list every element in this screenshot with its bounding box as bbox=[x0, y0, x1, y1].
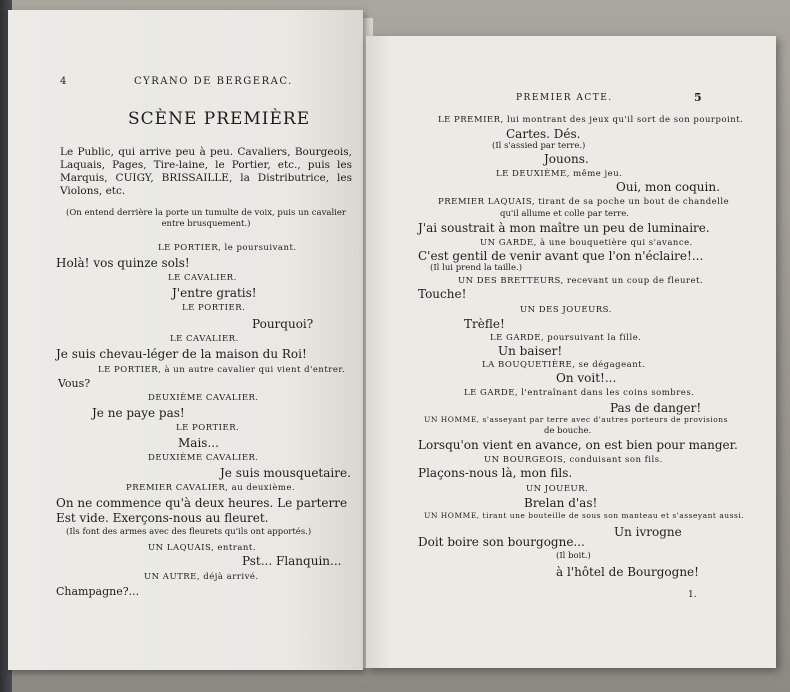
verse-line: Est vide. Exerçons-nous au fleuret. bbox=[56, 511, 269, 525]
left-page bbox=[8, 10, 363, 670]
verse-line: Doit boire son bourgogne... bbox=[418, 535, 585, 549]
verse-line: Je ne paye pas! bbox=[92, 406, 185, 420]
verse-line: Je suis mousquetaire. bbox=[220, 466, 351, 480]
verse-line: Cartes. Dés. bbox=[506, 127, 581, 141]
speaker-name: LE GARDE, l'entraînant dans les coins sombres. bbox=[464, 388, 695, 398]
right-page-number: 5 bbox=[694, 91, 704, 104]
verse-line: Vous? bbox=[58, 377, 91, 390]
speaker-name: PREMIER CAVALIER, au deuxième. bbox=[126, 483, 296, 493]
left-running-head: CYRANO DE BERGERAC. bbox=[134, 76, 293, 87]
verse-line: Pourquoi? bbox=[252, 317, 314, 331]
speaker-name: LA BOUQUETIÈRE, se dégageant. bbox=[482, 360, 646, 370]
speaker-name: LE PORTIER. bbox=[176, 423, 240, 433]
speaker-name: PREMIER LAQUAIS, tirant de sa poche un bout de chandelle bbox=[438, 197, 730, 207]
verse-line: On voit!... bbox=[556, 371, 617, 385]
right-running-head: PREMIER ACTE. bbox=[516, 93, 613, 103]
speaker-name: DEUXIÈME CAVALIER. bbox=[148, 453, 259, 463]
verse-line: Touche! bbox=[418, 287, 467, 301]
speaker-name: UN HOMME, tirant une bouteille de sous son manteau et s'asseyant aussi. bbox=[424, 511, 745, 520]
verse-line: Un ivrogne bbox=[614, 525, 682, 539]
verse-line: Trèfle! bbox=[464, 317, 505, 331]
verse-line: Un baiser! bbox=[498, 344, 563, 358]
scene-title: SCÈNE PREMIÈRE bbox=[128, 109, 311, 129]
verse-line: Je suis chevau-léger de la maison du Roi! bbox=[56, 347, 307, 361]
stage-direction: (Il lui prend la taille.) bbox=[430, 263, 523, 273]
stage-direction: (Il boit.) bbox=[556, 551, 591, 561]
speaker-name: UN DES JOUEURS. bbox=[520, 305, 612, 315]
left-page-number: 4 bbox=[60, 76, 68, 87]
speaker-name: LE CAVALIER. bbox=[170, 334, 239, 344]
verse-line: Jouons. bbox=[544, 152, 589, 166]
speaker-name: UN LAQUAIS, entrant. bbox=[148, 543, 257, 553]
verse-line: Plaçons-nous là, mon fils. bbox=[418, 466, 573, 480]
stage-direction: (Il s'assied par terre.) bbox=[492, 141, 586, 151]
stage-direction: de bouche. bbox=[544, 426, 592, 436]
verse-line: Champagne?... bbox=[56, 585, 140, 598]
speaker-name: UN DES BRETTEURS, recevant un coup de fleuret. bbox=[458, 276, 704, 286]
verse-line: à l'hôtel de Bourgogne! bbox=[556, 565, 699, 579]
cast-list: Le Public, qui arrive peu à peu. Cavaliers, Bourgeois, Laquais, Pages, Tire-laine, le Portier, etc., puis les Marquis, CUIGY, BRISSAILLE, la Distributrice, les Violons, etc. bbox=[60, 146, 352, 197]
stage-direction: qu'il allume et colle par terre. bbox=[500, 209, 629, 219]
stage-direction: (Ils font des armes avec des fleurets qu'ils ont apportés.) bbox=[66, 527, 312, 537]
speaker-name: DEUXIÈME CAVALIER. bbox=[148, 393, 259, 403]
speaker-name: LE PORTIER, le poursuivant. bbox=[158, 243, 297, 253]
signature-mark: 1. bbox=[688, 590, 697, 600]
speaker-name: LE PORTIER. bbox=[182, 303, 246, 313]
speaker-name: UN AUTRE, déjà arrivé. bbox=[144, 572, 259, 582]
verse-line: C'est gentil de venir avant que l'on n'éclaire!... bbox=[418, 249, 704, 263]
verse-line: Pas de danger! bbox=[610, 401, 702, 415]
speaker-name: LE CAVALIER. bbox=[168, 273, 237, 283]
speaker-name: LE DEUXIÈME, même jeu. bbox=[496, 169, 623, 179]
verse-line: J'ai soustrait à mon maître un peu de luminaire. bbox=[418, 221, 710, 235]
verse-line: Brelan d'as! bbox=[524, 496, 598, 510]
speaker-name: UN GARDE, à une bouquetière qui s'avance. bbox=[480, 238, 693, 248]
verse-line: Mais... bbox=[178, 436, 219, 450]
verse-line: J'entre gratis! bbox=[172, 286, 257, 300]
verse-line: On ne commence qu'à deux heures. Le parterre bbox=[56, 496, 348, 510]
verse-line: Holà! vos quinze sols! bbox=[56, 256, 190, 270]
speaker-name: LE PREMIER, lui montrant des jeux qu'il sort de son pourpoint. bbox=[438, 115, 744, 125]
speaker-name: UN JOUEUR. bbox=[526, 484, 589, 494]
verse-line: Pst... Flanquin... bbox=[242, 554, 342, 568]
right-page bbox=[366, 36, 776, 668]
speaker-name: UN BOURGEOIS, conduisant son fils. bbox=[484, 455, 663, 465]
speaker-name: LE PORTIER, à un autre cavalier qui vient d'entrer. bbox=[98, 365, 346, 375]
verse-line: Oui, mon coquin. bbox=[616, 180, 720, 194]
verse-line: Lorsqu'on vient en avance, on est bien pour manger. bbox=[418, 438, 738, 452]
speaker-name: LE GARDE, poursuivant la fille. bbox=[490, 333, 642, 343]
speaker-name: UN HOMME, s'asseyant par terre avec d'autres porteurs de provisions bbox=[424, 415, 728, 424]
opening-stage-direction: (On entend derrière la porte un tumulte de voix, puis un cavalier entre brusquement.) bbox=[66, 208, 346, 229]
